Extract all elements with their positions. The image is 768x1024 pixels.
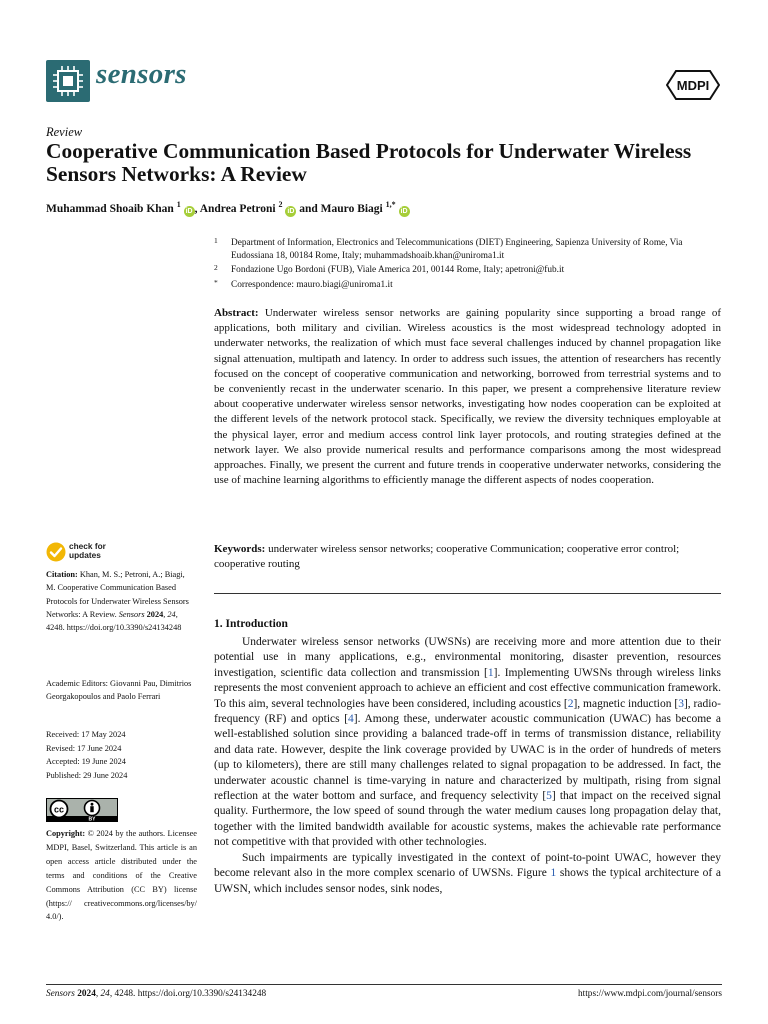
- citation-doi[interactable]: , 4248. https://doi.org/10.3390/s24134248: [46, 609, 182, 633]
- author-list: [46, 200, 410, 217]
- date-accepted: Accepted: 19 June 2024: [46, 757, 126, 766]
- author-affil-mark: 2: [278, 200, 283, 209]
- journal-logo-icon: [46, 60, 90, 102]
- check-updates-line1: check for: [69, 541, 106, 551]
- section-divider: [214, 593, 721, 594]
- affiliation-mark: *: [214, 277, 218, 287]
- copyright-label: Copyright:: [46, 829, 86, 838]
- footer-doi[interactable]: , 4248. https://doi.org/10.3390/s24134248: [109, 989, 267, 999]
- citation-volume: 24: [167, 609, 176, 619]
- keywords: [214, 542, 721, 572]
- author-separator: and: [296, 202, 321, 215]
- citation-year: 2024: [144, 609, 164, 619]
- check-updates-icon: [46, 542, 66, 562]
- date-received: Received: 17 May 2024: [46, 730, 126, 739]
- footer-divider: [46, 984, 722, 985]
- orcid-icon[interactable]: iD: [185, 207, 193, 215]
- introduction-body: [214, 635, 721, 897]
- affiliation-item: [214, 237, 722, 262]
- author-name[interactable]: Andrea Petroni: [199, 202, 276, 215]
- copyright-block: [46, 827, 197, 924]
- abstract: [214, 306, 721, 488]
- affiliation-item: [214, 264, 722, 277]
- paragraph-text: ], radio-frequency (RF) and optics [: [214, 697, 722, 726]
- date-list: [46, 728, 196, 782]
- date-published: Published: 29 June 2024: [46, 770, 128, 780]
- citation-label: Citation:: [46, 570, 78, 579]
- paragraph: [214, 635, 721, 851]
- abstract-text: Underwater wireless sensor networks are gaining popularity since supporting a broad range of applications, both military and civilian. Wireless acoustics is the most widespread technology adopted in underwater networks, the realization of which must face several challenges induced by channel propagation like signal attenuation, multipath and latency. In order to address such issues, the attention of researchers has recently focused on the concept of cooperative communication and networking, borrowed from terrestrial systems and to be conveniently recast in the underwater scenario. In this paper, we present a comprehensive literature review about cooperative underwater wireless sensor networks, investigating how nodes cooperation can be exploited at the different levels of the network protocol stack. Specifically, we review the diversity techniques employable at the physical layer, error and medium access control link layer protocols, and routing strategies defined at the network layer. We also provide numerical results and performance comparisons among the most widespread approaches. Finally, we present the current and future trends in cooperative underwater networks, considering the use of machine learning algorithms to efficiently manage the different aspects of nodes cooperation.: [214, 307, 721, 487]
- mdpi-logo-text: MDPI: [676, 78, 710, 93]
- affiliation-text: Fondazione Ugo Bordoni (FUB), Viale America 201, 00144 Rome, Italy; apetroni@fub.it: [231, 265, 565, 275]
- abstract-label: Abstract:: [214, 307, 259, 319]
- citation-block: [46, 568, 196, 634]
- reference-link[interactable]: 4: [348, 713, 354, 726]
- affiliation-mark: 1: [214, 236, 218, 245]
- paragraph-text: ] that impact on the received signal quality. Furthermore, the low speed of sound through the water medium causes long propagation delay that, together with the limited bandwidth available for acoustic systems, makes the achievable rate performance not competitive with that provided with other technologies.: [214, 790, 721, 849]
- date-revised: Revised: 17 June 2024: [46, 743, 122, 753]
- footer-year: 2024: [74, 989, 96, 999]
- paragraph-text: ], magnetic induction [: [573, 697, 679, 710]
- keywords-text: underwater wireless sensor networks; cooperative Communication; cooperative error control; cooperative routing: [214, 543, 680, 571]
- author-affil-mark: 1: [176, 200, 181, 209]
- reference-link[interactable]: 3: [678, 697, 684, 710]
- citation-sep: ,: [163, 609, 168, 619]
- author-name[interactable]: Mauro Biagi: [320, 202, 383, 215]
- footer-journal: Sensors: [46, 989, 75, 999]
- author-separator: ,: [194, 202, 200, 215]
- paragraph-text: shows the typical architecture of a UWSN, which includes sensor nodes, sink nodes,: [214, 867, 721, 895]
- paragraph-text: ]. Among these, underwater acoustic communication (UWAC) has become a well-established solution since providing a balanced trade-off in terms of transmission distance, reliability and data rate. However, despite the link coverage provided by UWAC is in the order of hundreds of meters (up to kilometers), there are still many challenges related to signal propagation to be addressed. In fact, the underwater acoustic channel is time-varying in nature and characterized by multipath, rising from signal reflection at the water bottom and surface, and frequency selectivity [: [214, 713, 721, 803]
- reference-link[interactable]: 1: [550, 867, 557, 880]
- orcid-icon[interactable]: iD: [400, 207, 408, 215]
- reference-link[interactable]: 5: [546, 790, 552, 803]
- cc-by-label: BY: [88, 816, 96, 822]
- affiliation-list: [214, 237, 722, 293]
- reference-link[interactable]: 1: [487, 666, 494, 679]
- paragraph-text: Underwater wireless sensor networks (UWSNs) are receiving more and more attention due to their potential use in many applications, e.g., environmental monitoring, disaster prevention, resources investigation, scientific data collection and transmission [: [214, 636, 721, 679]
- citation-journal: Sensors: [118, 609, 145, 619]
- affiliation-mark: 2: [214, 263, 218, 272]
- check-updates-text: [69, 542, 106, 560]
- academic-editors: Academic Editors: Giovanni Pau, Dimitrios Georgakopoulos and Paolo Ferrari: [46, 679, 192, 702]
- correspondence-text: Correspondence: mauro.biagi@uniroma1.it: [231, 279, 393, 290]
- affiliation-item: [214, 279, 722, 292]
- paragraph-text: ]. Implementing UWSNs through wireless links represents the most convenient approach to achieve an efficient and cost effective communication framework. To this aim, several technologies have been considered, including acoustics [: [214, 666, 721, 710]
- journal-name[interactable]: sensors: [96, 58, 187, 90]
- footer-volume: 24: [100, 989, 110, 999]
- footer-sep: ,: [95, 989, 101, 999]
- mdpi-logo-icon[interactable]: [666, 70, 720, 100]
- check-updates-line2: updates: [69, 550, 101, 560]
- affiliation-text: Department of Information, Electronics and Telecommunications (DIET) Engineering, Sapienza University of Rome, Via Eudossiana 18, 00184 Rome, Italy; muhammadshoaib.khan@uniroma1.it: [231, 238, 683, 261]
- svg-text:cc: cc: [53, 804, 65, 815]
- keywords-label: Keywords:: [214, 543, 266, 555]
- cc-by-license-icon[interactable]: [46, 798, 118, 822]
- orcid-icon[interactable]: iD: [287, 207, 295, 215]
- author-affil-mark: 1,*: [385, 200, 396, 209]
- reference-link[interactable]: 2: [567, 697, 574, 710]
- paragraph-text: Such impairments are typically investigated in the context of point-to-point UWAC, however they become relevant also in the more complex scenario of UWSNs. Figure: [214, 851, 721, 880]
- citation-text: Khan, M. S.; Petroni, A.; Biagi, M. Cooperative Communication Based Protocols for Underwater Wireless Sensors Networks: A Review.: [46, 570, 189, 619]
- section-heading: 1. Introduction: [214, 618, 288, 630]
- copyright-text: © 2024 by the authors. Licensee MDPI, Basel, Switzerland. This article is an open access article distributed under the terms and conditions of the Creative Commons Attribution (CC BY) license (https:// creativecommons.org/licenses/by/ 4.0/).: [46, 829, 197, 922]
- article-type: Review: [46, 125, 83, 139]
- author-name[interactable]: Muhammad Shoaib Khan: [46, 202, 174, 215]
- article-title: Cooperative Communication Based Protocols for Underwater Wireless Sensors Networks: A Review: [46, 139, 692, 186]
- paragraph: [214, 851, 721, 897]
- footer-journal-url[interactable]: https://www.mdpi.com/journal/sensors: [577, 989, 722, 999]
- footer-citation: [46, 989, 266, 999]
